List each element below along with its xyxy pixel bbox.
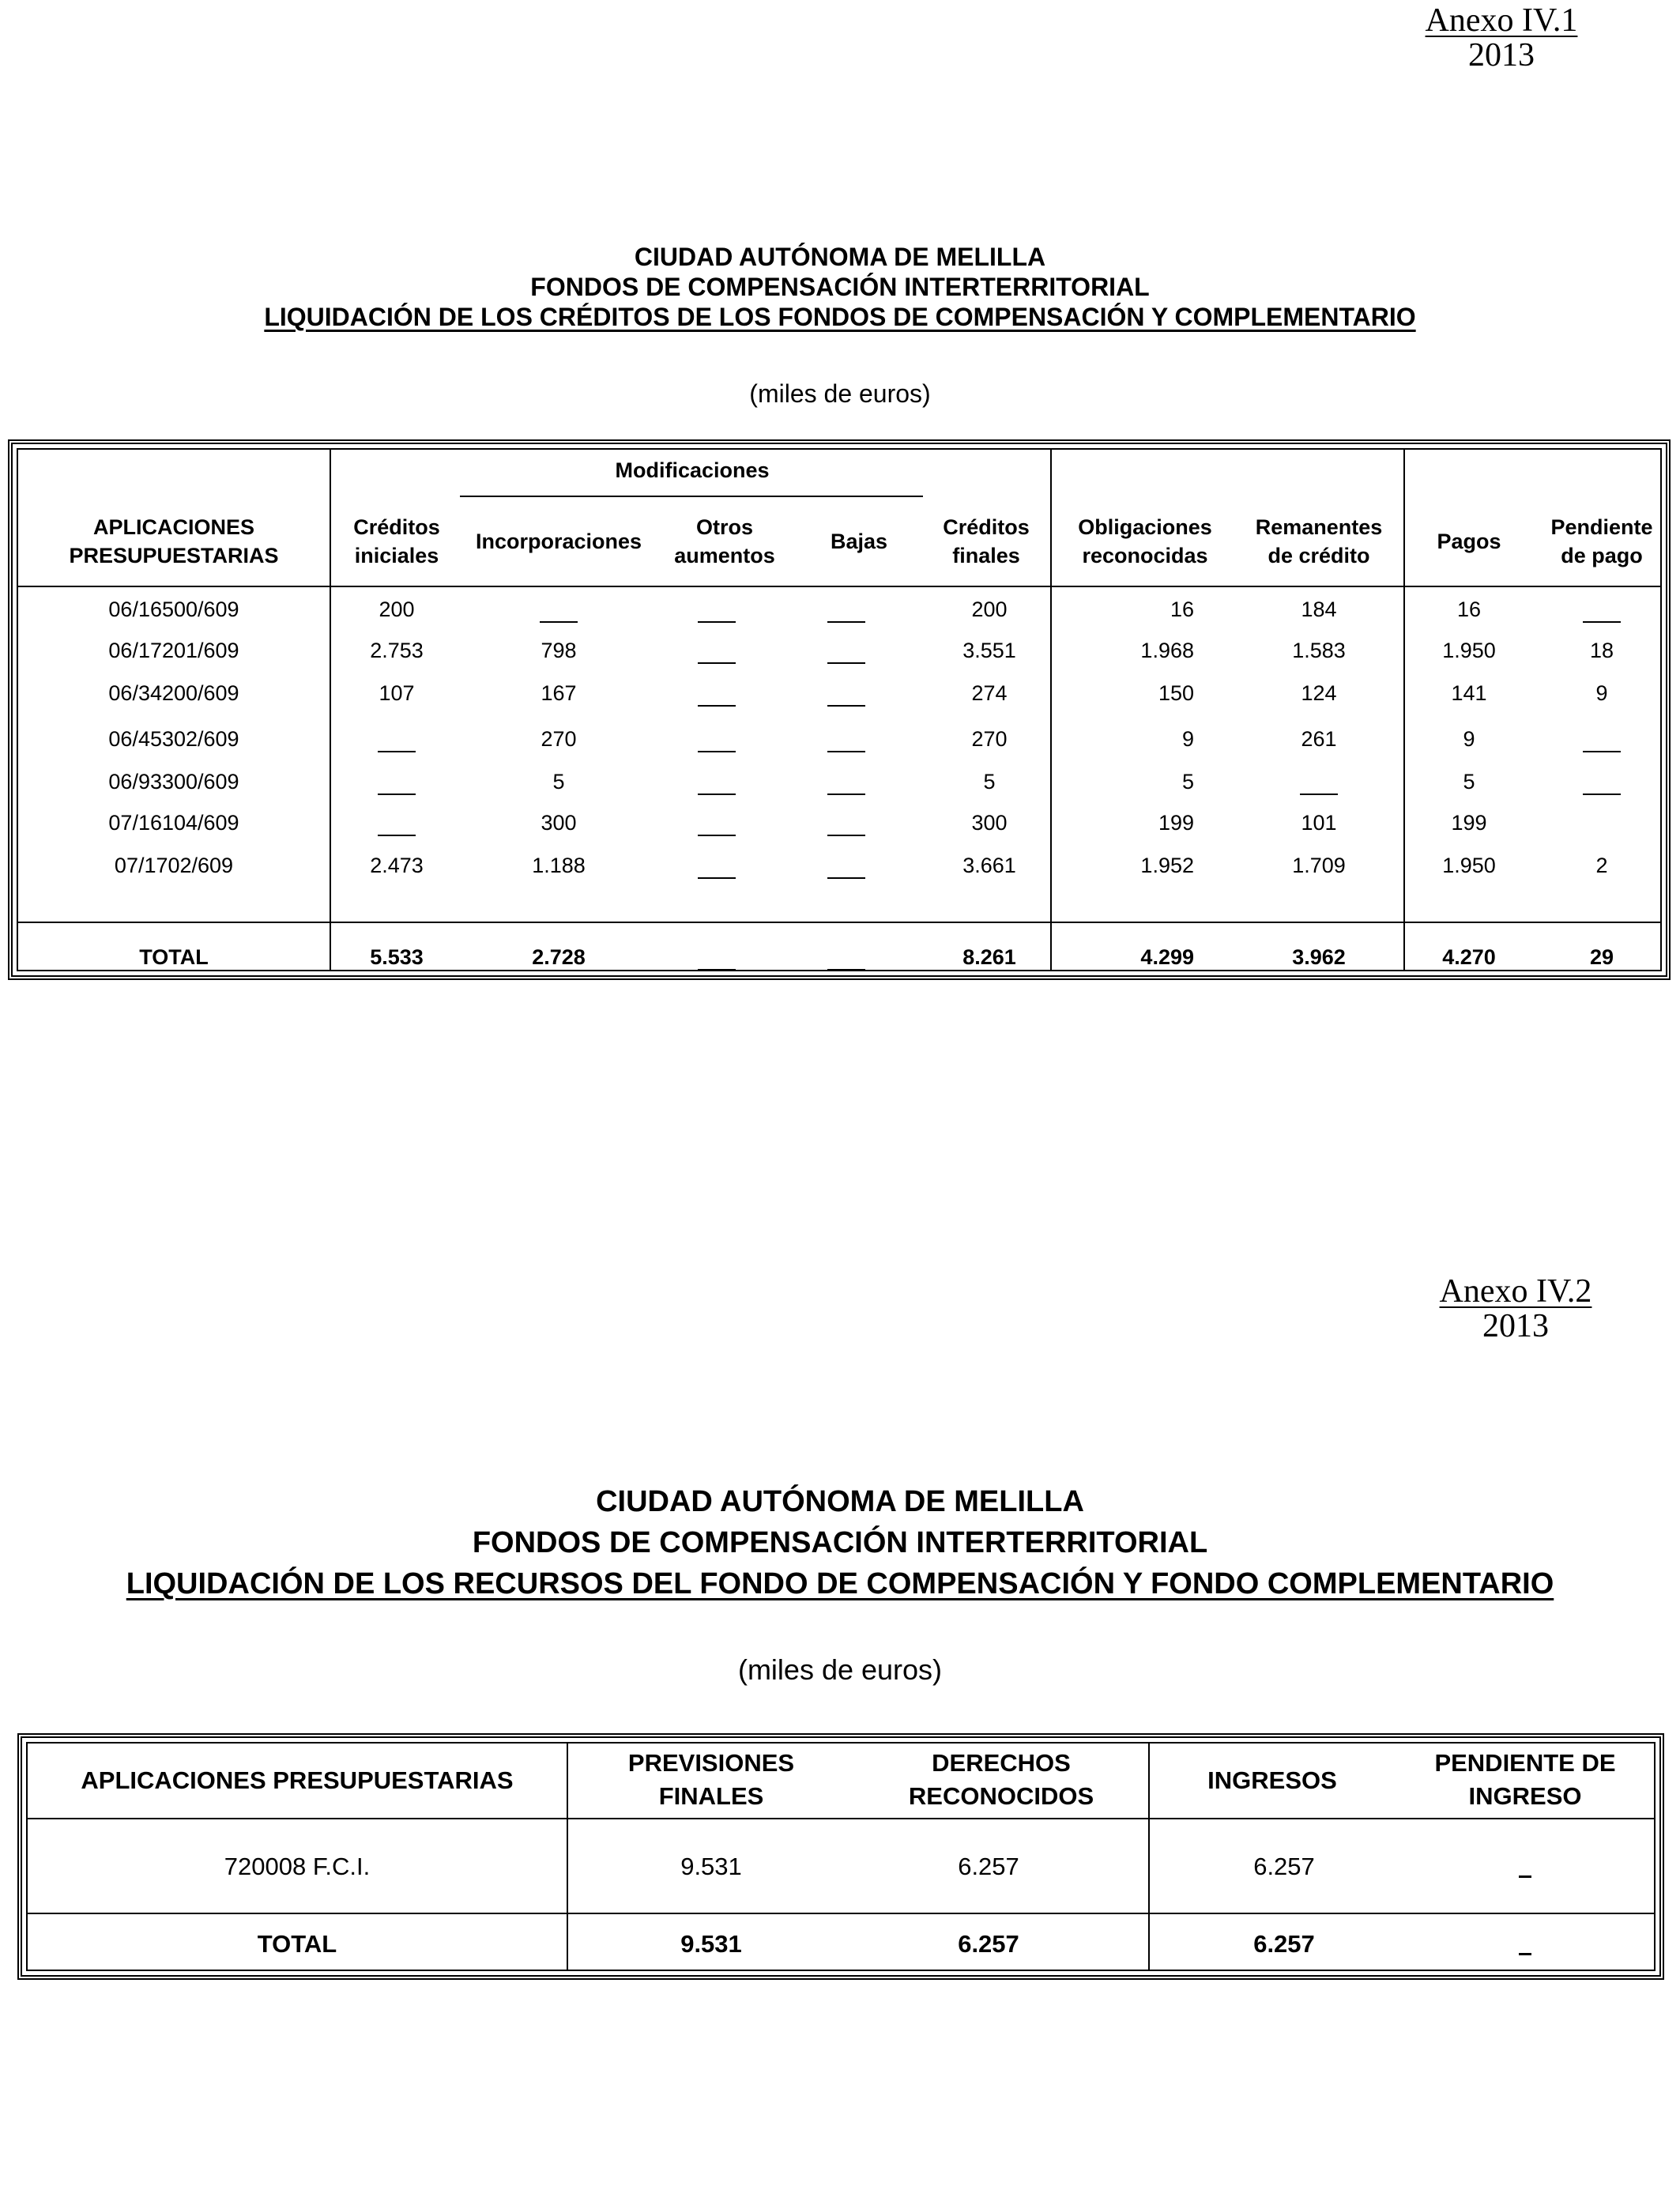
cell-remanentes: 124	[1301, 681, 1337, 705]
header-aplicaciones: APLICACIONES PRESUPUESTARIAS	[69, 515, 279, 567]
empty-dash	[378, 835, 416, 836]
cell-finales: 3.661	[962, 854, 1016, 877]
total-otros-dash	[693, 956, 740, 981]
header-modificaciones: Modificaciones	[615, 458, 770, 482]
cell-iniciales	[330, 737, 464, 763]
cell-iniciales: 200	[379, 598, 415, 621]
section-1-title-line2: FONDOS DE COMPENSACIÓN INTERTERRITORIAL	[530, 273, 1150, 301]
header-aplicaciones-presupuestarias: APLICACIONES PRESUPUESTARIAS	[81, 1766, 514, 1794]
annex-1-year: 2013	[1468, 37, 1535, 74]
annex-1-title: Anexo IV.1	[1425, 2, 1578, 39]
total-label: TOTAL	[139, 945, 209, 969]
resources-pendiente-dash	[1395, 1853, 1656, 1881]
annex-2-title: Anexo IV.2	[1439, 1273, 1592, 1310]
annex-1-label	[1422, 3, 1580, 73]
resources-total-previsiones: 9.531	[680, 1930, 742, 1958]
empty-dash	[698, 877, 736, 879]
cell-otros	[693, 821, 740, 846]
cell-iniciales: 107	[379, 681, 415, 705]
total-bajas-dash	[823, 956, 870, 981]
cell-obligaciones: 150	[1158, 681, 1194, 705]
cell-incorporaciones	[464, 608, 654, 633]
resources-total-derechos: 6.257	[958, 1930, 1019, 1958]
empty-dash	[827, 835, 865, 836]
empty-dash	[827, 751, 865, 752]
cell-otros	[693, 737, 740, 763]
resources-table	[17, 1733, 1664, 1980]
cell-remanentes: 184	[1301, 598, 1337, 621]
cell-bajas	[823, 649, 870, 674]
empty-dash	[698, 751, 736, 752]
cell-otros	[693, 649, 740, 674]
total-pendiente: 29	[1589, 945, 1614, 969]
section-2-title-line1: CIUDAD AUTÓNOMA DE MELILLA	[596, 1485, 1084, 1518]
cell-iniciales	[330, 821, 464, 846]
annex-2-year: 2013	[1482, 1308, 1549, 1344]
empty-dash	[698, 705, 736, 707]
resources-total-ingresos: 6.257	[1253, 1930, 1315, 1958]
cell-aplicacion: 06/34200/609	[108, 681, 239, 705]
cell-incorporaciones: 798	[541, 639, 577, 662]
total-finales: 8.261	[962, 945, 1016, 969]
cell-obligaciones: 16	[1170, 598, 1194, 621]
cell-pendiente: 9	[1595, 681, 1608, 705]
header-obligaciones: Obligaciones reconocidas	[1078, 515, 1212, 567]
header-bajas: Bajas	[830, 530, 888, 553]
cell-iniciales: 2.753	[370, 639, 424, 662]
header-incorporaciones: Incorporaciones	[475, 530, 642, 553]
resources-total-label: TOTAL	[257, 1930, 337, 1958]
cell-iniciales: 2.473	[370, 854, 424, 877]
cell-pendiente: 18	[1589, 639, 1614, 662]
cell-otros	[693, 692, 740, 717]
resources-aplicacion: 720008 F.C.I.	[224, 1853, 371, 1880]
cell-finales: 274	[971, 681, 1008, 705]
cell-otros	[693, 864, 740, 889]
cell-remanentes	[1232, 780, 1406, 805]
empty-dash	[827, 621, 865, 623]
cell-aplicacion: 06/17201/609	[108, 639, 239, 662]
cell-pendiente	[1532, 737, 1671, 763]
cell-pagos: 1.950	[1442, 639, 1496, 662]
empty-dash	[698, 662, 736, 664]
cell-obligaciones: 199	[1158, 811, 1194, 835]
header-pagos: Pagos	[1437, 530, 1501, 553]
annex-2-label	[1429, 1274, 1603, 1344]
cell-obligaciones: 1.952	[1140, 854, 1194, 877]
empty-dash	[827, 877, 865, 879]
cell-pagos: 141	[1451, 681, 1487, 705]
header-creditos-finales: Créditos finales	[943, 515, 1030, 567]
cell-obligaciones: 5	[1181, 770, 1194, 794]
section-1-units: (miles de euros)	[749, 379, 931, 408]
empty-dash	[1583, 794, 1621, 795]
cell-iniciales	[330, 780, 464, 805]
total-obligaciones: 4.299	[1140, 945, 1194, 969]
cell-pagos: 16	[1456, 598, 1482, 621]
empty-dash	[698, 794, 736, 795]
total-iniciales: 5.533	[370, 945, 424, 969]
header-remanentes: Remanentes de crédito	[1255, 515, 1383, 567]
cell-remanentes: 1.583	[1292, 639, 1346, 662]
header-previsiones-finales: PREVISIONES FINALES	[627, 1749, 795, 1810]
cell-remanentes: 261	[1301, 727, 1337, 751]
header-derechos-reconocidos: DERECHOS RECONOCIDOS	[908, 1749, 1094, 1810]
cell-bajas	[823, 608, 870, 633]
resources-table-inner	[26, 1742, 1656, 1971]
empty-dash	[827, 662, 865, 664]
cell-incorporaciones: 5	[552, 770, 565, 794]
empty-dash	[1583, 751, 1621, 752]
cell-otros	[693, 608, 740, 633]
resources-derechos: 6.257	[958, 1853, 1019, 1880]
cell-finales: 200	[971, 598, 1008, 621]
header-otros-aumentos: Otros aumentos	[674, 515, 775, 567]
resources-total-pendiente-dash	[1395, 1930, 1656, 1958]
section-2-title-line2: FONDOS DE COMPENSACIÓN INTERTERRITORIAL	[472, 1526, 1208, 1559]
cell-aplicacion: 06/93300/609	[108, 770, 239, 794]
section-2-units: (miles de euros)	[737, 1653, 943, 1686]
cell-finales: 300	[971, 811, 1008, 835]
cell-finales: 5	[983, 770, 996, 794]
cell-pendiente	[1532, 608, 1671, 633]
cell-finales: 270	[971, 727, 1008, 751]
resources-previsiones: 9.531	[680, 1853, 742, 1880]
cell-aplicacion: 06/16500/609	[108, 598, 239, 621]
empty-dash	[378, 794, 416, 795]
header-creditos-iniciales: Créditos iniciales	[353, 515, 440, 567]
section-2-title-line3: LIQUIDACIÓN DE LOS RECURSOS DEL FONDO DE COMPENSACIÓN Y FONDO COMPLEMENTARIO	[126, 1567, 1554, 1600]
cell-pagos: 9	[1463, 727, 1475, 751]
section-1-title-line1: CIUDAD AUTÓNOMA DE MELILLA	[634, 243, 1046, 271]
cell-incorporaciones: 300	[541, 811, 577, 835]
empty-dash	[1300, 794, 1338, 795]
cell-bajas	[823, 821, 870, 846]
empty-dash	[698, 621, 736, 623]
resources-ingresos: 6.257	[1253, 1853, 1315, 1880]
empty-dash	[827, 794, 865, 795]
cell-remanentes: 1.709	[1292, 854, 1346, 877]
cell-pendiente	[1532, 780, 1671, 805]
credits-table-inner	[17, 448, 1662, 971]
cell-aplicacion: 06/45302/609	[108, 727, 239, 751]
section-1-title-line3: LIQUIDACIÓN DE LOS CRÉDITOS DE LOS FONDOS DE COMPENSACIÓN Y COMPLEMENTARIO	[264, 303, 1416, 331]
cell-bajas	[823, 780, 870, 805]
header-pendiente: Pendiente de pago	[1550, 515, 1653, 567]
cell-pagos: 199	[1451, 811, 1487, 835]
empty-dash	[827, 705, 865, 707]
empty-dash	[378, 751, 416, 752]
cell-pendiente: 2	[1595, 854, 1608, 877]
empty-dash	[540, 621, 578, 623]
cell-incorporaciones: 270	[541, 727, 577, 751]
header-pendiente-ingreso: PENDIENTE DE INGRESO	[1434, 1749, 1616, 1810]
cell-aplicacion: 07/1702/609	[114, 854, 234, 877]
cell-remanentes: 101	[1301, 811, 1337, 835]
cell-bajas	[823, 864, 870, 889]
cell-bajas	[823, 692, 870, 717]
cell-pagos: 5	[1463, 770, 1475, 794]
credits-table	[8, 439, 1671, 980]
cell-otros	[693, 780, 740, 805]
cell-pagos: 1.950	[1442, 854, 1496, 877]
cell-obligaciones: 9	[1181, 727, 1194, 751]
section-1-heading	[0, 242, 1680, 332]
cell-obligaciones: 1.968	[1140, 639, 1194, 662]
cell-aplicacion: 07/16104/609	[108, 811, 239, 835]
empty-dash	[698, 835, 736, 836]
cell-incorporaciones: 1.188	[532, 854, 586, 877]
total-incorporaciones: 2.728	[532, 945, 586, 969]
cell-finales: 3.551	[962, 639, 1016, 662]
header-ingresos: INGRESOS	[1207, 1766, 1337, 1794]
cell-incorporaciones: 167	[541, 681, 577, 705]
total-pagos: 4.270	[1442, 945, 1496, 969]
empty-dash	[1583, 621, 1621, 623]
section-2-heading	[0, 1481, 1680, 1604]
cell-bajas	[823, 737, 870, 763]
total-remanentes: 3.962	[1292, 945, 1346, 969]
